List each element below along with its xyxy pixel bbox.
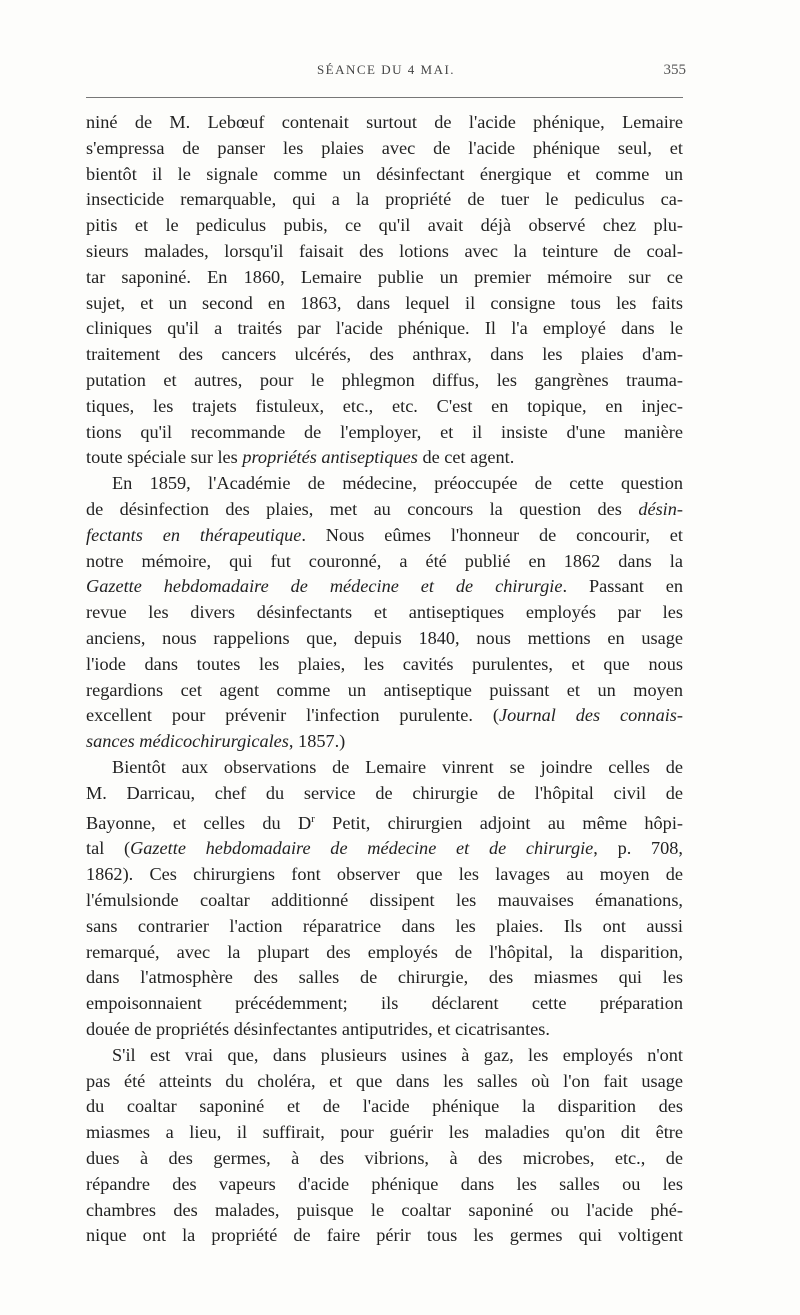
italic-run: Gazette hebdomadaire de médecine et de chirurgie <box>130 838 594 859</box>
body-text <box>86 110 683 1249</box>
text-line <box>86 836 683 862</box>
text-line: insecticide remarquable, qui a la propriété de tuer le pediculus ca- <box>86 189 683 210</box>
text-line: bientôt il le signale comme un désinfectant énergique et comme un <box>86 163 683 184</box>
superscript: r <box>311 812 315 825</box>
text-line: traitement des cancers ulcérés, des anthrax, dans les plaies d'am- <box>86 344 683 365</box>
italic-run: sances médicochirurgicales <box>86 731 289 752</box>
text-line: sieurs malades, lorsqu'il faisait des lotions avec la teinture de coal- <box>86 240 683 261</box>
text-line: douée de propriétés désinfectantes antiputrides, et cicatrisantes. <box>86 1018 550 1039</box>
text-line: remarqué, avec la plupart des employés de l'hôpital, la disparition, <box>86 941 683 962</box>
text-line: M. Darricau, chef du service de chirurgie de l'hôpital civil de <box>86 782 683 803</box>
text-line: répandre des vapeurs d'acide phénique dans les salles ou les <box>86 1173 683 1194</box>
running-title: SÉANCE DU 4 MAI. <box>316 62 456 77</box>
text-line: l'émulsionde coaltar additionné dissipent les mauvaises émanations, <box>86 890 683 910</box>
text-line: putation et autres, pour le phlegmon diffus, les gangrènes trauma- <box>86 369 683 390</box>
text-line: S'il est vrai que, dans plusieurs usines à gaz, les employés n'ont <box>112 1044 683 1065</box>
text-line: cliniques qu'il a traités par l'acide phénique. Il l'a employé dans le <box>86 318 683 339</box>
page-number: 355 <box>663 62 686 78</box>
paragraph-1 <box>86 110 683 471</box>
text-line: du coaltar saponiné et de l'acide phénique la disparition des <box>86 1096 683 1117</box>
text-line <box>86 703 683 729</box>
text-line: revue les divers désinfectants et antiseptiques employés par les <box>86 602 683 623</box>
text-line: sujet, et un second en 1863, dans lequel il consigne tous les faits <box>86 292 683 313</box>
text-line: tions qu'il recommande de l'employer, et il insiste d'une manière <box>86 421 683 442</box>
text-run: Bayonne, et celles du D <box>86 812 312 833</box>
text-line: notre mémoire, qui fut couronné, a été publié en 1862 dans la <box>86 550 683 571</box>
text-line: anciens, nous rappelions que, depuis 1840, nous mettions en usage <box>86 627 683 648</box>
text-line: 1862). Ces chirurgiens font observer que les lavages au moyen de <box>86 864 683 885</box>
italic-run: Journal des connais- <box>498 705 683 726</box>
text-line: regardions cet agent comme un antiseptique puissant et un moyen <box>86 679 683 700</box>
italic-run: propriétés antiseptiques <box>242 447 418 468</box>
text-line <box>86 729 683 755</box>
text-run: . Passant en <box>562 576 684 597</box>
text-line: pitis et le pediculus pubis, ce qu'il avait déjà observé chez plu- <box>86 215 683 236</box>
text-line <box>86 574 683 600</box>
text-run: tal ( <box>86 838 131 859</box>
text-line: l'iode dans toutes les plaies, les cavités purulentes, et que nous <box>86 653 683 674</box>
text-line: dans l'atmosphère des salles de chirurgie, des miasmes qui les <box>86 967 683 988</box>
text-line: Bientôt aux observations de Lemaire vinrent se joindre celles de <box>112 756 683 777</box>
text-run: , 1857.) <box>288 731 346 752</box>
text-run: . Nous eûmes l'honneur de concourir, et <box>301 524 683 545</box>
text-run: toute spéciale sur les <box>86 447 243 468</box>
text-line: niné de M. Lebœuf contenait surtout de l'acide phénique, Lemaire <box>86 112 683 132</box>
text-line <box>86 497 683 523</box>
text-line: tar saponiné. En 1860, Lemaire publie un premier mémoire sur ce <box>86 266 683 287</box>
italic-run: Gazette hebdomadaire de médecine et de chirurgie <box>86 576 563 597</box>
text-line: dues à des germes, à des vibrions, à des microbes, etc., de <box>86 1147 683 1168</box>
text-run: Petit, chirurgien adjoint au même hôpi- <box>314 812 683 833</box>
text-line: pas été atteints du choléra, et que dans les salles où l'on fait usage <box>86 1070 683 1091</box>
italic-run: désin- <box>638 498 683 519</box>
text-line: s'empressa de panser les plaies avec de l'acide phénique seul, et <box>86 137 683 158</box>
text-run: de désinfection des plaies, met au concours la question des <box>86 498 639 519</box>
header-rule <box>86 97 683 98</box>
text-line: empoisonnaient précédemment; ils déclarent cette préparation <box>86 993 683 1014</box>
text-line <box>86 523 683 549</box>
text-line <box>86 807 683 837</box>
text-run: excellent pour prévenir l'infection purulente. ( <box>86 705 499 726</box>
text-line <box>86 445 683 471</box>
text-line: miasmes a lieu, il suffirait, pour guérir les maladies qu'on dit être <box>86 1122 683 1143</box>
paragraph-2 <box>86 471 683 755</box>
text-line: tiques, les trajets fistuleux, etc., etc. C'est en topique, en injec- <box>86 395 683 416</box>
italic-run: fectants en thérapeutique <box>86 524 302 545</box>
text-line: chambres des malades, puisque le coaltar saponiné ou l'acide phé- <box>86 1199 683 1220</box>
paragraph-3 <box>86 755 683 1043</box>
running-header <box>86 62 686 86</box>
text-run: , p. 708, <box>593 838 683 859</box>
text-run: de cet agent. <box>417 447 515 468</box>
text-line: nique ont la propriété de faire périr tous les germes qui voltigent <box>86 1225 683 1246</box>
text-line: sans contrarier l'action réparatrice dans les plaies. Ils ont aussi <box>86 915 683 936</box>
text-line: En 1859, l'Académie de médecine, préoccupée de cette question <box>112 473 683 494</box>
paragraph-4 <box>86 1043 683 1249</box>
